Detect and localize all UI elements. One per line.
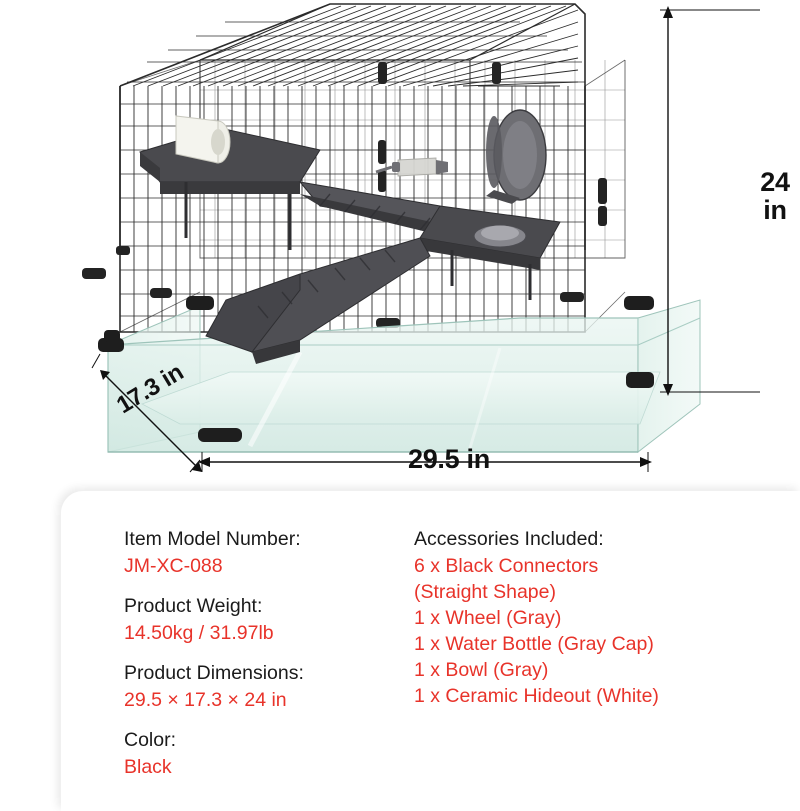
list-item: 1 x Water Bottle (Gray Cap) — [414, 633, 654, 655]
accessories-list — [414, 553, 754, 709]
list-item: 1 x Ceramic Hideout (White) — [414, 685, 659, 707]
spec-product-dimensions — [124, 660, 414, 714]
spec-column-right — [414, 526, 754, 794]
spec-product-weight-label: Product Weight: — [124, 595, 263, 617]
spec-product-dimensions-label: Product Dimensions: — [124, 662, 304, 684]
list-item: (Straight Shape) — [414, 581, 556, 603]
list-item: 1 x Wheel (Gray) — [414, 607, 562, 629]
spec-columns — [124, 526, 754, 794]
spec-accessories — [414, 526, 754, 709]
list-item: 6 x Black Connectors — [414, 555, 599, 577]
spec-card — [61, 491, 800, 811]
spec-product-weight — [124, 593, 414, 647]
spec-column-left — [124, 526, 414, 794]
spec-color-value: Black — [124, 756, 172, 778]
spec-color — [124, 727, 414, 781]
spec-product-dimensions-value: 29.5 × 17.3 × 24 in — [124, 689, 287, 711]
dimension-width-label: 29.5 in — [408, 444, 490, 474]
spec-color-label: Color: — [124, 729, 177, 751]
exercise-wheel — [486, 110, 548, 204]
spec-model-number-label: Item Model Number: — [124, 528, 301, 550]
spec-accessories-label: Accessories Included: — [414, 528, 604, 550]
dimension-depth-label: 17.3 in — [112, 358, 189, 420]
spec-model-number — [124, 526, 414, 580]
water-bottle — [376, 158, 448, 176]
spec-product-weight-value: 14.50kg / 31.97lb — [124, 622, 274, 644]
food-bowl — [474, 225, 526, 247]
glass-base — [108, 300, 700, 452]
dimension-height-label: 24 in — [760, 167, 790, 225]
ceramic-hideout — [176, 116, 230, 163]
spec-model-number-value: JM-XC-088 — [124, 555, 223, 577]
list-item: 1 x Bowl (Gray) — [414, 659, 549, 681]
